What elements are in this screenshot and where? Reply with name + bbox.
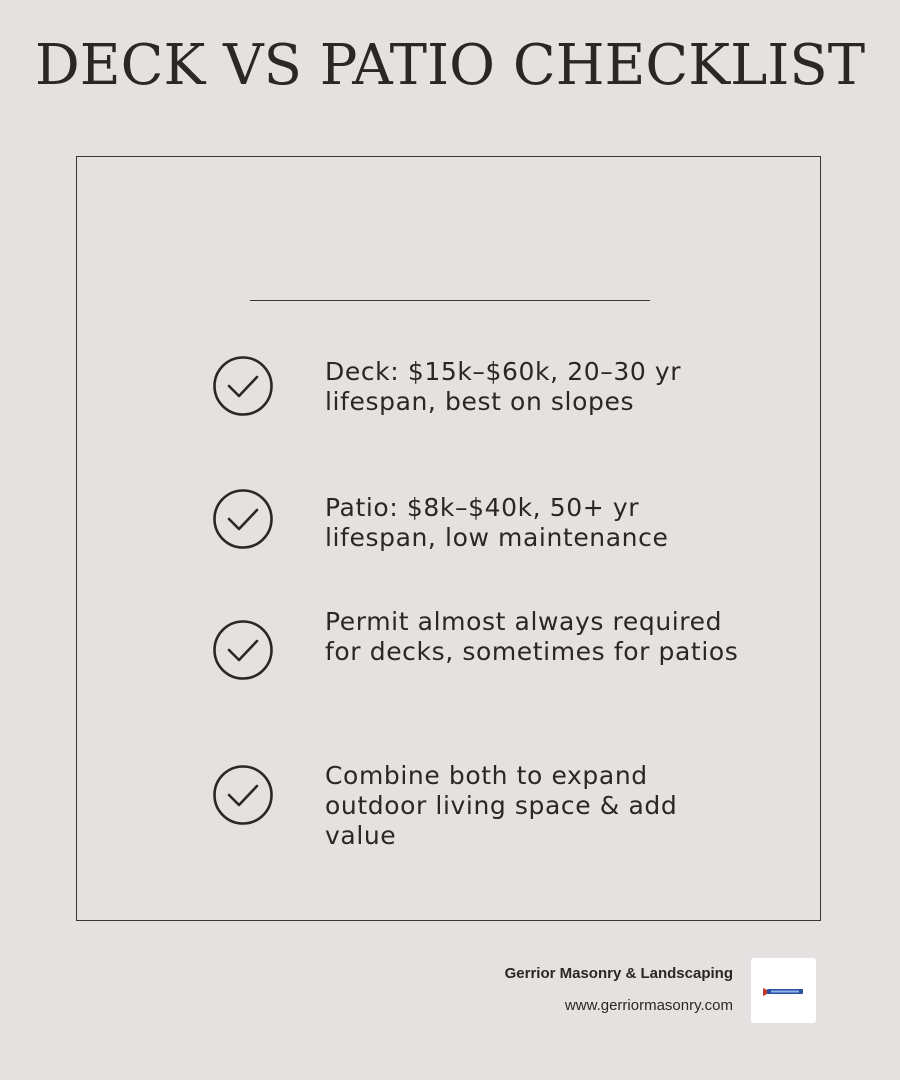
checklist-item-text: Combine both to expand outdoor living space & add value bbox=[325, 761, 678, 850]
company-logo bbox=[751, 958, 816, 1023]
check-circle-icon bbox=[212, 355, 274, 417]
check-circle-icon bbox=[212, 764, 274, 826]
company-logo-icon bbox=[751, 958, 816, 1023]
divider-line bbox=[250, 300, 650, 301]
checklist-item-text: Patio: $8k–$40k, 50+ yr lifespan, low maintenance bbox=[325, 493, 669, 552]
checklist-item-text: Deck: $15k–$60k, 20–30 yr lifespan, best on slopes bbox=[325, 357, 682, 416]
company-name: Gerrior Masonry & Landscaping bbox=[504, 965, 733, 982]
check-circle-icon bbox=[212, 488, 274, 550]
company-url-link[interactable]: www.gerriormasonry.com bbox=[564, 997, 733, 1014]
check-circle-icon bbox=[212, 619, 274, 681]
page-title: DECK VS PATIO CHECKLIST bbox=[34, 33, 866, 98]
checklist-item-text: Permit almost always required for decks, sometimes for patios bbox=[325, 607, 739, 666]
